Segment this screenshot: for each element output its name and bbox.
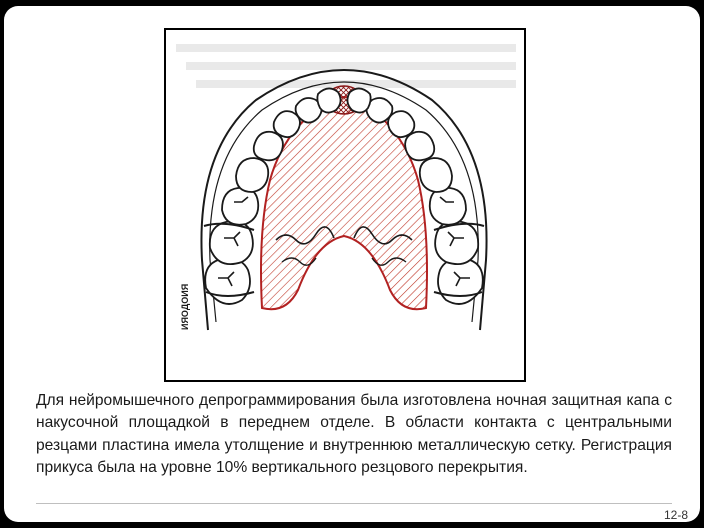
upper-arch-illustration — [166, 30, 524, 380]
slide-number: 12-8 — [663, 508, 688, 522]
figure-signature: ИЯОДОИЯ — [180, 283, 190, 330]
footer-divider — [36, 503, 672, 504]
dental-splint-figure — [164, 28, 526, 382]
slide-card — [4, 6, 700, 522]
background-print — [176, 44, 516, 88]
slide-caption: Для нейромышечного депрограммирования была изготовлена ночная защитная капа с накусочной площадкой в переднем отделе. В области контакта с центральными резцами пластина имела утолщение и внутреннюю металлическую сетку. Регистрация прикуса была на уровне 10% вертикального резцового перекрытия. — [36, 392, 672, 477]
